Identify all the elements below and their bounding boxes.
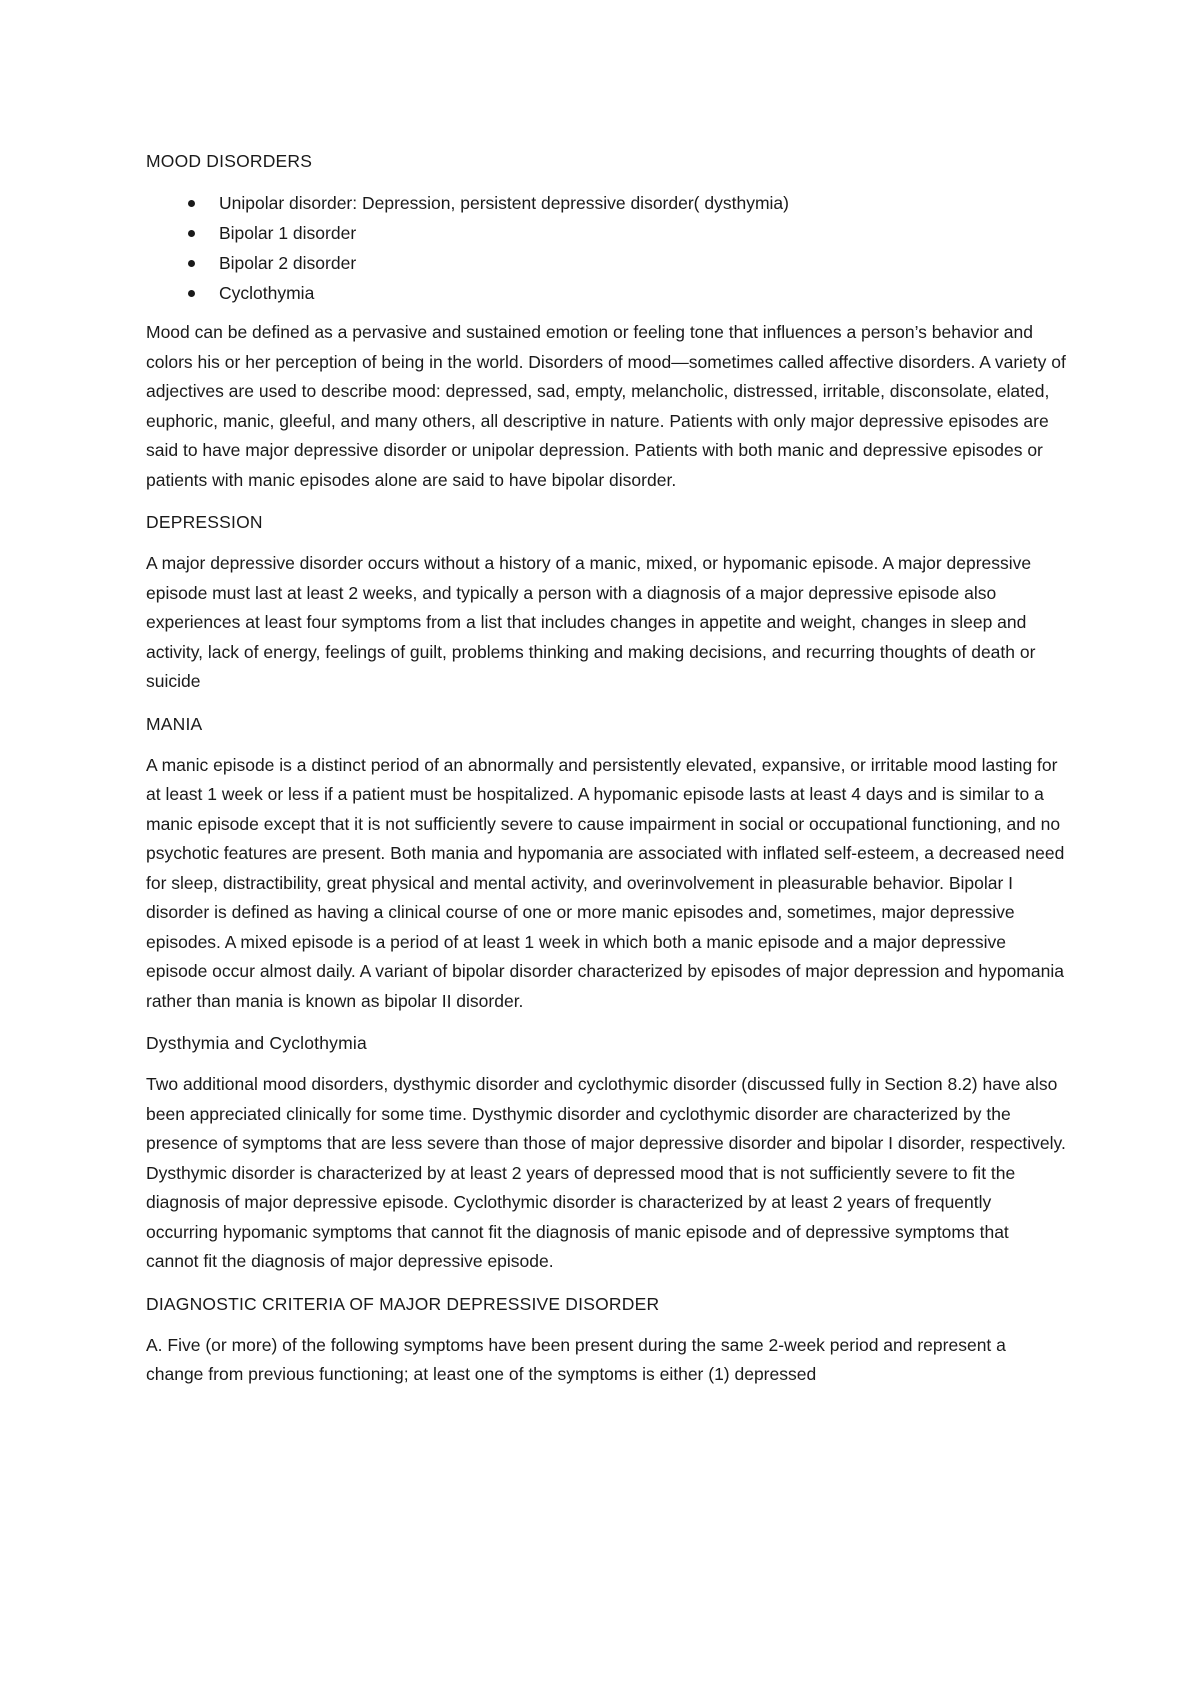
mood-definition-paragraph: Mood can be defined as a pervasive and sustained emotion or feeling tone that influences a person’s behavior and colors his or her perception of being in the world. Disorders of mood—sometimes called affective disorders. A variety of adjectives are used to describe mood: depressed, sad, empty, melancholic, distressed, irritable, disconsolate, elated, euphoric, manic, gleeful, and many others, all descriptive in nature. Patients with only major depressive episodes are said to have major depressive disorder or unipolar depression. Patients with both manic and depressive episodes or patients with manic episodes alone are said to have bipolar disorder. [146, 322, 1066, 490]
mood-disorders-heading: MOOD DISORDERS [146, 151, 313, 171]
bullet-icon [188, 230, 195, 237]
diagnostic-criteria-paragraph: A. Five (or more) of the following symptoms have been present during the same 2-week period and represent a change from previous functioning; at least one of the symptoms is either (1) depressed [146, 1334, 1006, 1384]
depression-paragraph: A major depressive disorder occurs without a history of a manic, mixed, or hypomanic episode. A major depressive episode must last at least 2 weeks, and typically a person with a diagnosis of a major depressive episode also experiences at least four symptoms from a list that includes changes in appetite and weight, changes in sleep and activity, lack of energy, feelings of guilt, problems thinking and making decisions, and recurring thoughts of death or suicide [146, 553, 1036, 691]
list-item-text: Bipolar 2 disorder [219, 253, 357, 273]
mania-paragraph: A manic episode is a distinct period of an abnormally and persistently elevated, expansive, or irritable mood lasting for at least 1 week or less if a patient must be hospitalized. A hypomanic episode lasts at least 4 days and is similar to a manic episode except that it is not sufficiently severe to cause impairment in social or occupational functioning, and no psychotic features are present. Both mania and hypomania are associated with inflated self-esteem, a decreased need for sleep, distractibility, great physical and mental activity, and overinvolvement in pleasurable behavior. Bipolar I disorder is defined as having a clinical course of one or more manic episodes and, sometimes, major depressive episodes. A mixed episode is a period of at least 1 week in which both a manic episode and a major depressive episode occur almost daily. A variant of bipolar disorder characterized by episodes of major depression and hypomania rather than mania is known as bipolar II disorder. [146, 754, 1065, 1011]
mood-disorders-list [146, 188, 1066, 308]
list-item [146, 188, 1066, 218]
list-item-text: Unipolar disorder: Depression, persistent depressive disorder( dysthymia) [219, 193, 789, 213]
list-item-text: Bipolar 1 disorder [219, 223, 357, 243]
diagnostic-criteria-heading: DIAGNOSTIC CRITERIA OF MAJOR DEPRESSIVE DISORDER [146, 1293, 660, 1314]
dysthymia-cyclothymia-paragraph: Two additional mood disorders, dysthymic disorder and cyclothymic disorder (discussed fully in Section 8.2) have also been appreciated clinically for some time. Dysthymic disorder and cyclothymic disorder are characterized by the presence of symptoms that are less severe than those of major depressive disorder and bipolar I disorder, respectively. Dysthymic disorder is characterized by at least 2 years of depressed mood that is not sufficiently severe to fit the diagnosis of major depressive episode. Cyclothymic disorder is characterized by at least 2 years of frequently occurring hypomanic symptoms that cannot fit the diagnosis of manic episode and of depressive symptoms that cannot fit the diagnosis of major depressive episode. [146, 1074, 1066, 1271]
bullet-icon [188, 290, 195, 297]
bullet-icon [188, 200, 195, 207]
list-item [146, 248, 1066, 278]
list-item [146, 278, 1066, 308]
bullet-icon [188, 260, 195, 267]
list-item-text: Cyclothymia [219, 283, 315, 303]
document-page [146, 146, 1066, 1402]
mania-heading: MANIA [146, 713, 203, 734]
dysthymia-cyclothymia-heading: Dysthymia and Cyclothymia [146, 1033, 367, 1053]
list-item [146, 218, 1066, 248]
depression-heading: DEPRESSION [146, 512, 263, 532]
